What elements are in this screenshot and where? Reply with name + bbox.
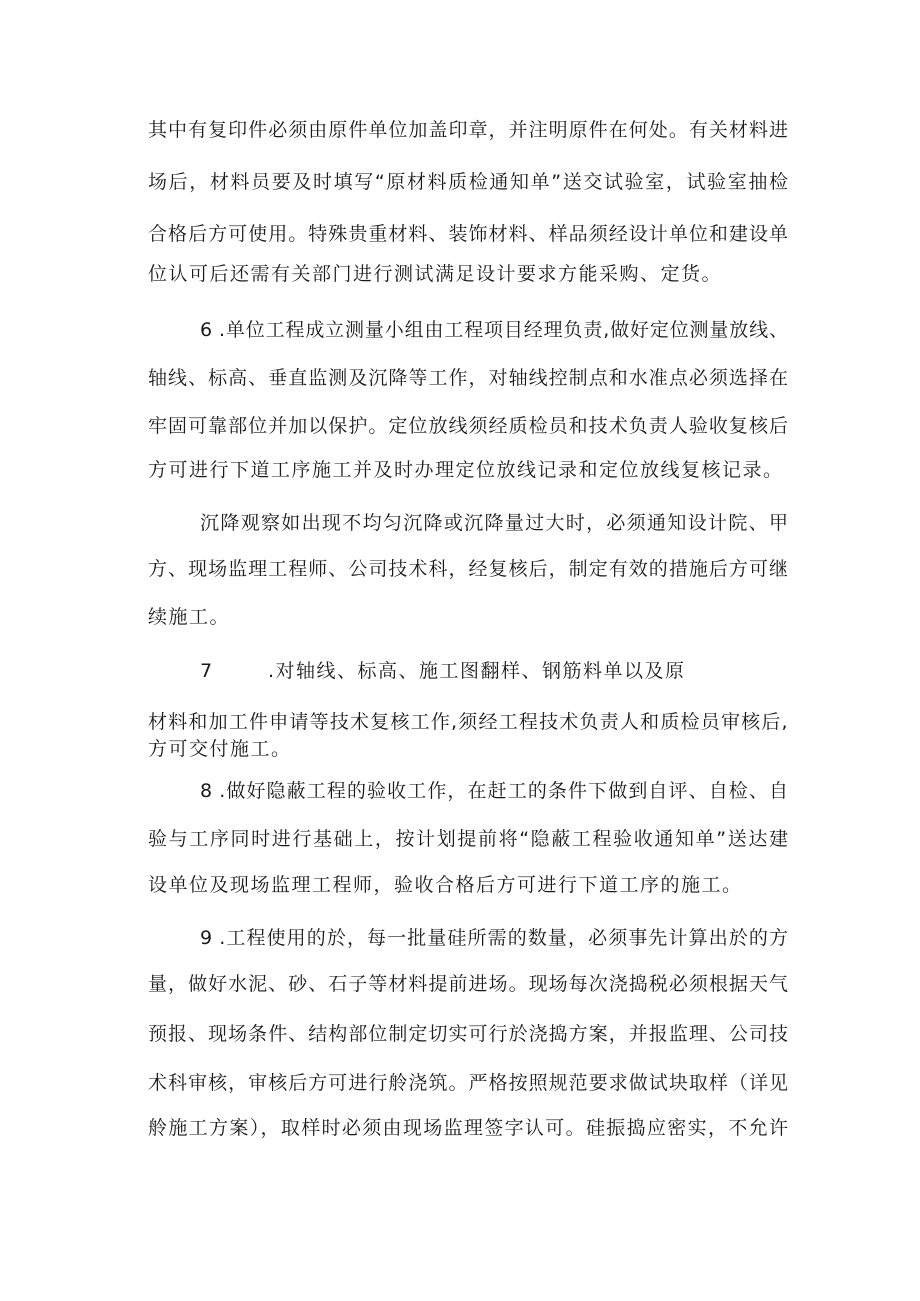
text-line: 设单位及现场监理工程师，验收合格后方可进行下道工序的施工。 xyxy=(148,874,743,896)
text-line: 沉降观察如出现不均匀沉降或沉降量过大时，必须通知设计院、甲 xyxy=(200,512,788,534)
text-line: 位认可后还需有关部门进行测试满足设计要求方能采购、定货。 xyxy=(148,263,723,285)
text-line: 预报、现场条件、结构部位制定切实可行於浇捣方案，并报监理、公司技 xyxy=(148,1023,788,1045)
text-line: 术科审核，审核后方可进行舲浇筑。严格按照规范要求做试块取样（详见 xyxy=(148,1072,788,1094)
text-line: 轴线、标高、垂直监测及沉降等工作，对轴线控制点和水准点必须选择在 xyxy=(148,367,788,389)
text-line: 验与工序同时进行基础上，按计划提前将“隐蔽工程验收通知单”送达建 xyxy=(148,828,788,850)
text-line: 舲施工方案），取样时必须由现场监理签字认可。硅振捣应密实，不允许 xyxy=(148,1117,788,1139)
item-number: 7 xyxy=(200,660,213,682)
text-line: 9 .工程使用的於，每一批量硅所需的数量，必须事先计算出於的方 xyxy=(200,927,788,949)
text-line: 其中有复印件必须由原件单位加盖印章，并注明原件在何处。有关材料进 xyxy=(148,119,788,141)
text-line: 牢固可靠部位并加以保护。定位放线须经质检员和技术负责人验收复核后 xyxy=(148,415,788,437)
text-line: 方可交付施工。 xyxy=(148,738,292,760)
text-line: 方、现场监理工程师、公司技术科，经复核后，制定有效的措施后方可继 xyxy=(148,558,788,580)
text-line: 8 .做好隐蔽工程的验收工作，在赶工的条件下做到自评、自检、自 xyxy=(200,780,788,802)
text-line: 材料和加工件申请等技术复核工作,须经工程技术负责人和质检员审核后, xyxy=(148,711,788,733)
text-line: .对轴线、标高、施工图翻样、钢筋料单以及原 xyxy=(268,660,686,682)
text-line: 续施工。 xyxy=(148,606,231,628)
text-line: 量，做好水泥、砂、石子等材料提前进场。现场每次浇捣税必须根据天气 xyxy=(148,973,788,995)
text-line: 6 .单位工程成立测量小组由工程项目经理负责,做好定位测量放线、 xyxy=(200,319,788,341)
text-line: 场后，材料员要及时填写“原材料质检通知单”送交试验室，试验室抽检 xyxy=(148,171,788,193)
text-line: 合格后方可使用。特殊贵重材料、装饰材料、样品须经设计单位和建设单 xyxy=(148,223,788,245)
text-line: 方可进行下道工序施工并及时办理定位放线记录和定位放线复核记录。 xyxy=(148,459,784,481)
